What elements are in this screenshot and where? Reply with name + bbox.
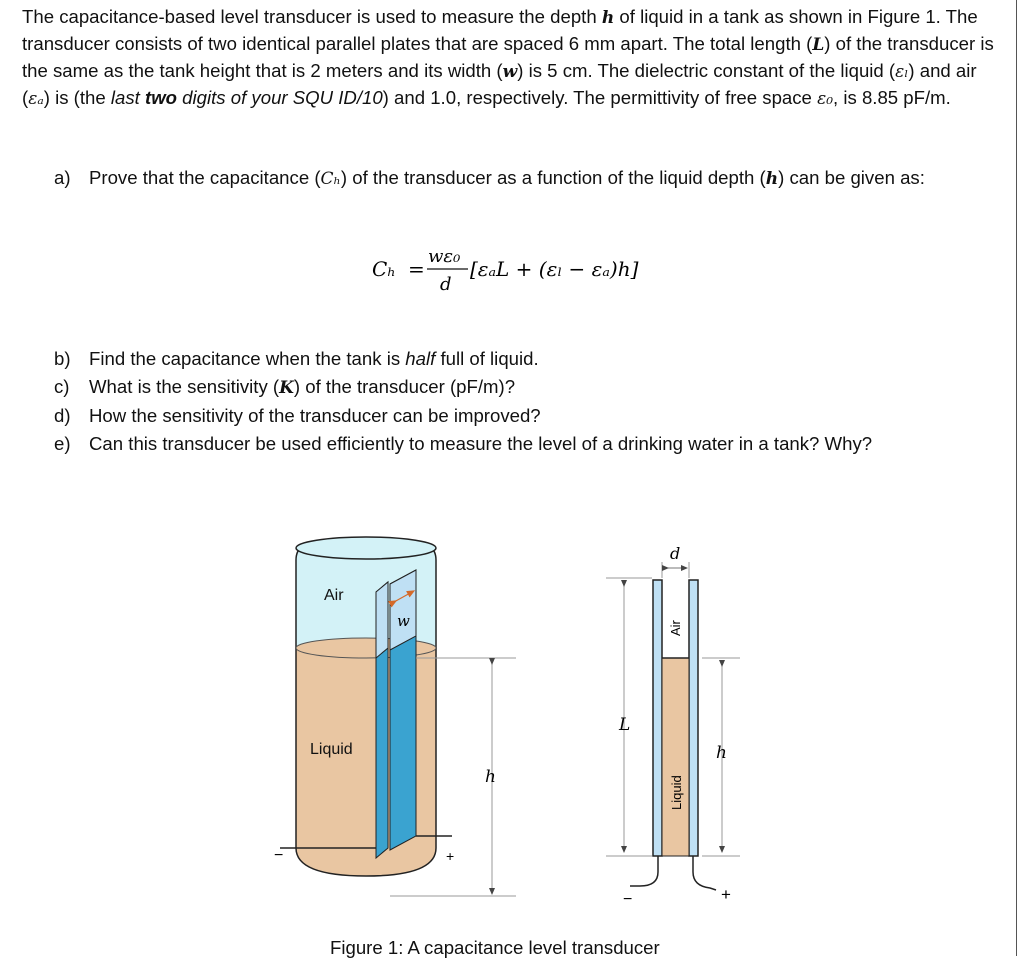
figure-1 bbox=[270, 530, 750, 930]
right-h-label: h bbox=[716, 743, 727, 763]
formula-equals: = bbox=[408, 257, 425, 281]
question-c: c) What is the sensitivity (K) of the transducer (pF/m)? bbox=[54, 375, 516, 398]
spacing-label: d bbox=[670, 544, 681, 563]
tank-liquid-label: Liquid bbox=[310, 741, 353, 758]
side-air-label: Air bbox=[668, 620, 683, 636]
formula-numerator: wε₀ bbox=[428, 246, 461, 267]
left-plus-terminal: + bbox=[446, 848, 455, 864]
side-view bbox=[606, 544, 740, 908]
question-e: e) Can this transducer be used efficiently to measure the level of a drinking water in a tank? Why? bbox=[54, 432, 873, 454]
width-label: w bbox=[397, 612, 410, 630]
left-h-label: h bbox=[485, 767, 496, 787]
question-list bbox=[54, 345, 872, 457]
left-plate-side bbox=[653, 580, 662, 856]
formula-lhs: Cₕ bbox=[372, 257, 396, 281]
question-d: d) How the sensitivity of the transducer can be improved? bbox=[54, 405, 541, 426]
right-plate-side bbox=[689, 580, 698, 856]
formula-rhs: [εₐL + (εₗ − εₐ)h] bbox=[470, 257, 639, 281]
right-minus-terminal: − bbox=[623, 891, 633, 908]
left-minus-terminal: − bbox=[274, 847, 284, 864]
question-a: a) Prove that the capacitance (Cₕ) of the transducer as a function of the liquid depth (h) can be given as: bbox=[54, 167, 925, 189]
side-liquid bbox=[662, 658, 689, 856]
formula-denominator: d bbox=[440, 274, 452, 295]
capacitance-formula bbox=[372, 240, 692, 300]
question-b: b) Find the capacitance when the tank is half full of liquid. bbox=[54, 348, 539, 369]
figure-caption: Figure 1: A capacitance level transducer bbox=[330, 937, 660, 958]
side-liquid-label: Liquid bbox=[669, 775, 684, 810]
tank-top-ellipse bbox=[296, 537, 436, 559]
problem-statement: The capacitance-based level transducer is used to measure the depth h of liquid in a tank as shown in Figure 1. The transducer consists of two identical parallel plates that are spaced 6 mm apart. The total length (L) of the transducer is the same as the tank height that is 2 meters and its width (w) is 5 cm. The dielectric constant of the liquid (εₗ) and air (εₐ) is (the last two digits of your SQU ID/10) and 1.0, respectively. The permittivity of free space ε₀, is 8.85 pF/m. bbox=[22, 6, 994, 109]
tank-air-label: Air bbox=[324, 587, 344, 604]
length-label: L bbox=[619, 715, 631, 735]
right-plus-terminal: + bbox=[721, 885, 731, 904]
page-right-border bbox=[1016, 0, 1017, 956]
transducer-plates bbox=[376, 570, 416, 858]
